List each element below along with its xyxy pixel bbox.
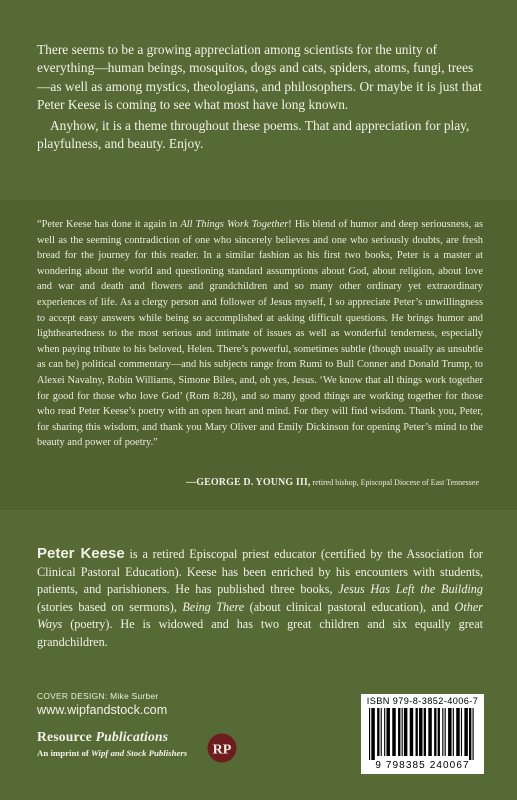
- endorsement-attribution: [186, 477, 479, 488]
- barcode-bar: [442, 708, 443, 756]
- barcode-digits: 9 798385 240067: [375, 760, 470, 771]
- barcode-bar: [445, 708, 446, 756]
- barcode-bar: [404, 708, 407, 756]
- attribution-name: —GEORGE D. YOUNG III,: [186, 477, 311, 488]
- bio-text-3: (about clinical pastoral education), and: [244, 599, 455, 614]
- barcode-bar: [473, 708, 474, 760]
- barcode-bar: [371, 708, 374, 760]
- intro-paragraph-2: Anyhow, it is a theme throughout these poems. That and appreciation for play, playfulness, and beauty. Enjoy.: [37, 117, 470, 152]
- publisher-name-part-2: Publications: [95, 729, 169, 744]
- barcode-bar: [392, 708, 395, 756]
- cover-design-credit: COVER DESIGN: Mike Surber: [37, 691, 159, 701]
- barcode-bar: [438, 708, 440, 756]
- barcode-bar: [461, 708, 462, 756]
- bio-book-3: Other Ways: [37, 599, 483, 632]
- isbn-barcode-box: [361, 694, 484, 774]
- bio-text-2: (stories based on sermons),: [37, 599, 183, 614]
- author-name: Peter Keese: [37, 545, 125, 562]
- intro-paragraph-1: There seems to be a growing appreciation among scientists for the unity of everything—human beings, mosquitos, dogs and cats, spiders, atoms, fungi, trees—as well as among mystics, theologians, and philosophers. Or maybe it is just that Peter Keese is coming to see what most have long known.: [37, 42, 482, 113]
- barcode-bar: [434, 708, 436, 756]
- barcode-bar: [464, 708, 467, 756]
- publisher-website: www.wipfandstock.com: [37, 703, 168, 717]
- barcode-bar: [410, 708, 413, 756]
- barcode-bar: [419, 708, 422, 756]
- barcode-bar: [453, 708, 454, 756]
- barcode-bar: [402, 708, 403, 756]
- barcode-bar: [377, 708, 379, 756]
- barcode-bar: [469, 708, 471, 760]
- barcode-bar: [369, 708, 370, 760]
- isbn-label: ISBN 979-8-3852-4006-7: [366, 696, 479, 706]
- barcode-bar: [456, 708, 459, 756]
- bio-text-4: (poetry). He is widowed and has two great children and six equally great grandchildren.: [37, 617, 483, 649]
- attribution-role: retired bishop, Episcopal Diocese of East Tennessee: [310, 478, 479, 487]
- author-bio: [37, 545, 483, 652]
- endorsement-quote: [37, 217, 483, 451]
- bio-text-1: is a retired Episcopal priest educator (certified by the Association for Clinical Pastoral Education). Keese has been enriched by his encounters with students, patients, and parishioners. He has published three books,: [37, 547, 483, 597]
- logo-letters: RP: [212, 742, 232, 758]
- imprint-parent: Wipf and Stock Publishers: [91, 748, 188, 758]
- quote-body: ! His blend of humor and deep seriousness, as well as the seeming contradiction of one who sincerely believes and one who seriously doubts, are fresh bread for the journey for this reader. In a similar fashion as his first two books, Peter is a master at wondering about the world and questioning standard assumptions about God, about religion, about love and war and death and flowers and grandchildren and so many other ordinary yet extraordinary experiences of life. As a clergy person and follower of Jesus myself, I so appreciate Peter’s unwillingness to accept easy answers while being so accomplished at asking difficult questions. He brings humor and lightheartedness to the most serious and intimate of issues as well as wonderful tenderness, especially when paying tribute to his beloved, Helen. There’s powerful, sometimes subtle (though usually as unsubtle as can be) political commentary—and his subjects range from Rumi to Bull Conner and Donald Trump, to Alexei Navalny, Robin Williams, Simone Biles, and, oh yes, Jesus. ‘We know that all things work together for good for those who love God’ (Rom 8:28), and so many good things are working together for those who read Peter Keese’s poetry with an open heart and mind. For they will find wisdom. Thank you, Peter, for sharing this wisdom, and thank you Mary Oliver and Emily Dickinson for opening Peter’s mind to the beauty and power of poetry.”: [37, 219, 484, 449]
- quote-lead: “Peter Keese has done it again in: [37, 219, 181, 230]
- barcode-icon: [365, 708, 480, 760]
- barcode-bar: [416, 708, 418, 756]
- barcode-bar: [386, 708, 389, 756]
- intro-text: [37, 41, 483, 153]
- barcode-bar: [424, 708, 426, 756]
- publisher-imprint-line: [37, 748, 187, 758]
- barcode-bar: [381, 708, 382, 756]
- barcode-bar: [428, 708, 431, 756]
- publisher-name: [37, 729, 168, 745]
- bio-book-1: Jesus Has Left the Building: [338, 582, 483, 597]
- barcode-bar: [398, 708, 400, 756]
- barcode-bar: [448, 708, 451, 756]
- quote-book-title: All Things Work Together: [180, 219, 289, 230]
- publisher-name-part-1: Resource: [37, 729, 96, 744]
- bio-book-2: Being There: [182, 599, 245, 614]
- imprint-prefix: An imprint of: [37, 748, 92, 758]
- barcode-bar: [384, 708, 385, 756]
- rp-logo-icon: [207, 733, 237, 763]
